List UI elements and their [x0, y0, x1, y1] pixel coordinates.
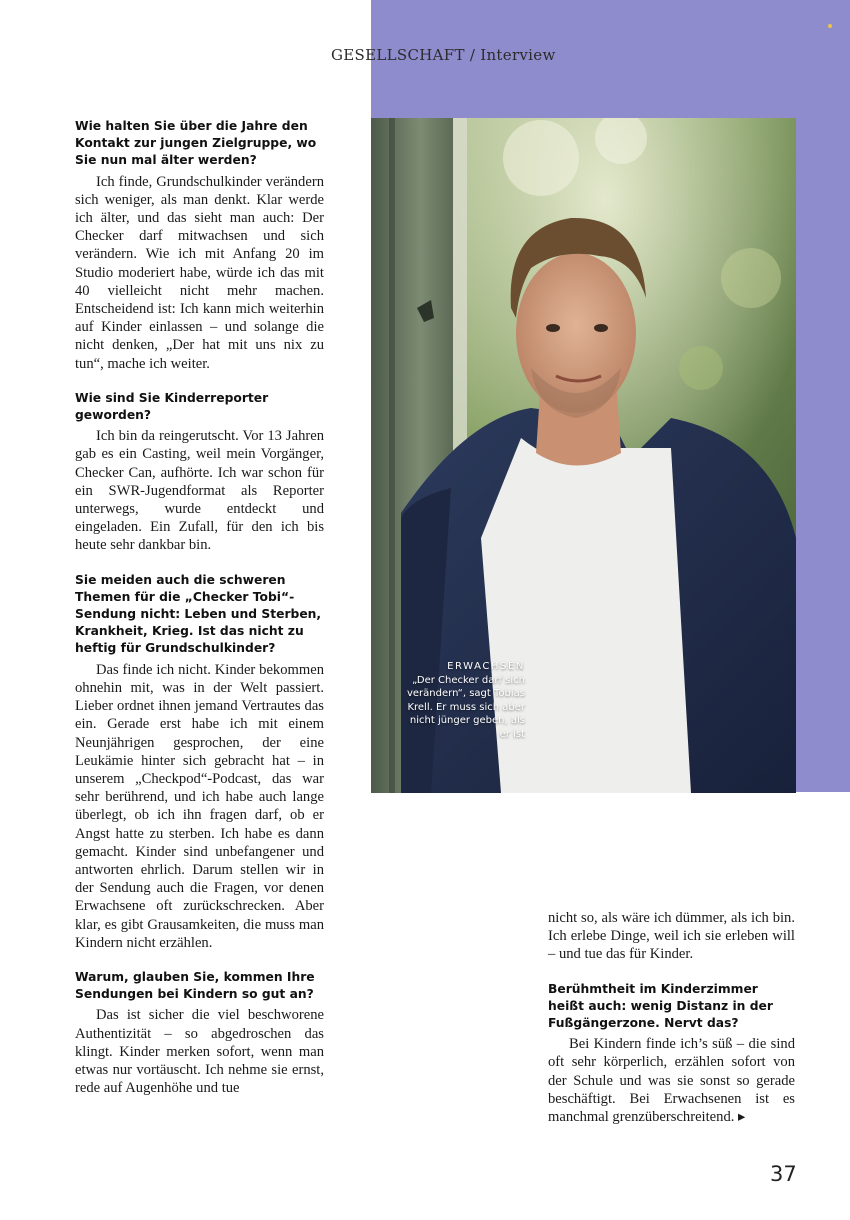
interview-question: Wie sind Sie Kinderreporter geworden?	[75, 390, 269, 423]
interview-question: Warum, glauben Sie, kommen Ihre Sendungen bei Kindern so gut an?	[75, 969, 315, 1002]
interview-question: Berühmtheit im Kinderzimmer heißt auch: wenig Distanz in der Fußgängerzone. Nervt das?	[548, 981, 773, 1031]
page-number: 37	[770, 1162, 797, 1186]
answer-continuation: nicht so, als wäre ich dümmer, als ich bin. Ich erlebe Dinge, weil ich sie erleben will – und tue das für Kinder.	[548, 910, 795, 963]
decorative-dot	[828, 24, 832, 28]
photo-caption	[398, 660, 525, 742]
caption-title: ERWACHSEN	[447, 661, 525, 672]
interview-answer: Ich bin da reingerutscht. Vor 13 Jahren gab es ein Casting, weil mein Vorgänger, Checker Can, aufhörte. Ich war schon für ein SWR-Jugendformat als Reporter unterwegs, wurde entdeckt und eingeladen. Ein Zufall, für den ich bis heute sehr dankbar bin.	[75, 428, 324, 554]
interview-question: Wie halten Sie über die Jahre den Kontakt zur jungen Zielgruppe, wo Sie nun mal älter werden?	[75, 119, 317, 168]
interview-answer: Das ist sicher die viel beschworene Authentizität – so abgedroschen das klingt. Kinder merken sofort, wenn man etwas nur vortäuscht. Ich nehme sie ernst, rede auf Augenhöhe und tue	[75, 1007, 324, 1097]
interview-answer: Ich finde, Grundschulkinder verändern sich weniger, als man denkt. Klar werde ich älter, und das sieht man auch: Der Checker darf mitwachsen und sich verändern. Wie ich mit Anfang 20 im Studio moderiert habe, würde ich das mit 40 vielleicht nicht mehr machen. Entscheidend ist: Ich kann mich weiterhin auf Kinder einlassen – und solange die nicht denken, „Der hat mit uns nix zu tun“, mache ich weiter.	[75, 173, 324, 372]
interview-question: Sie meiden auch die schweren Themen für die „Checker Tobi“-Sendung nicht: Leben und Sterben, Krankheit, Krieg. Ist das nicht zu heftig für Grundschulkinder?	[75, 572, 322, 656]
article-column-right	[548, 909, 795, 1143]
caption-text: „Der Checker darf sich verändern“, sagt Tobias Krell. Er muss sich aber nicht jünger geben, als er ist	[406, 674, 525, 740]
interview-answer: Das finde ich nicht. Kinder bekommen ohnehin mit, was in der Welt passiert. Lieber ordnet ihnen jemand Vertrautes das ein. Gerade erst habe ich mit einem Neunjährigen gesprochen, der eine Leukämie hinter sich gebracht hat – in unserem „Checkpod“-Podcast, das war sehr berührend, und ich habe auch lange überlegt, ob ich ihn fragen darf, ob er Angst hatte zu sterben. Ich habe es dann gemacht. Kinder sind unbefangener und antworten ehrlich. Darum stellen wir in der Sendung auch die Fragen, vor denen Erwachsene oft zurückschrecken. Aber klar, es gibt Grausamkeiten, die muss man Kindern nicht erzählen.	[75, 661, 324, 951]
article-column-left	[75, 118, 324, 1114]
interview-answer: Bei Kindern finde ich’s süß – die sind oft sehr körperlich, erzählen sofort von der Schule und was sie sonst so gerade beschäftigt. Bei Erwachsenen ist es manchmal grenzüberschreitend. ▸	[548, 1036, 795, 1126]
section-rubric: GESELLSCHAFT / Interview	[331, 46, 556, 64]
